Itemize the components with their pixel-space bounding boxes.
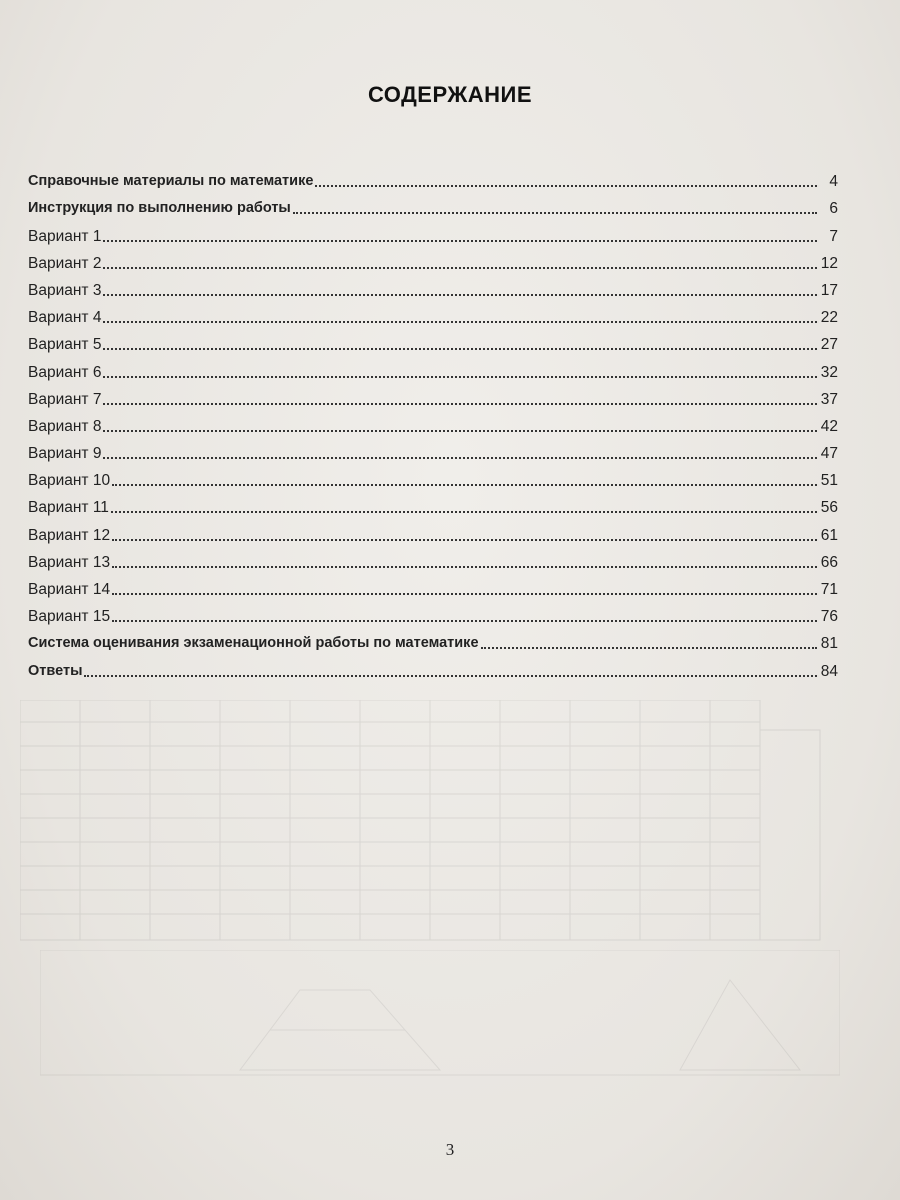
toc-entry	[28, 630, 838, 657]
toc-entry	[28, 494, 838, 521]
toc-entry-page: 32	[820, 363, 838, 381]
toc-entry-page: 6	[829, 200, 838, 218]
toc-entry-page: 56	[820, 499, 838, 517]
reverse-page-geometry-bleed	[40, 950, 840, 1080]
toc-leader-dots	[103, 267, 817, 269]
toc-entry-page: 81	[820, 635, 838, 653]
toc-entry-label: Вариант 6	[28, 363, 102, 381]
toc-leader-dots	[103, 294, 817, 296]
toc-leader-dots	[112, 593, 817, 595]
toc-entry	[28, 657, 838, 684]
toc-entry	[28, 549, 838, 576]
toc-entry-label: Вариант 1	[28, 227, 102, 245]
toc-entry	[28, 222, 838, 249]
toc-entry-label: Вариант 4	[28, 309, 102, 327]
toc-entry-page: 27	[820, 336, 838, 354]
toc-entry-page: 61	[820, 526, 838, 544]
toc-leader-dots	[103, 240, 817, 242]
page-title: СОДЕРЖАНИЕ	[367, 82, 533, 107]
toc-entry-label: Вариант 5	[28, 336, 102, 354]
toc-entry-label: Вариант 10	[28, 472, 111, 490]
table-of-contents	[28, 168, 838, 685]
toc-entry-page: 7	[829, 227, 838, 245]
toc-entry	[28, 440, 838, 467]
toc-entry	[28, 521, 838, 548]
toc-entry-page: 47	[820, 445, 838, 463]
toc-entry-page: 4	[829, 173, 838, 191]
toc-leader-dots	[103, 430, 817, 432]
toc-leader-dots	[111, 511, 817, 513]
toc-entry-label: Вариант 15	[28, 608, 111, 626]
toc-entry	[28, 331, 838, 358]
toc-entry-page: 42	[820, 417, 838, 435]
toc-leader-dots	[103, 376, 817, 378]
toc-leader-dots	[103, 403, 817, 405]
toc-entry-label: Система оценивания экзаменационной работы по математике	[28, 635, 479, 652]
toc-entry-label: Вариант 3	[28, 281, 102, 299]
toc-entry-page: 71	[820, 581, 838, 598]
toc-leader-dots	[112, 484, 817, 486]
toc-entry-page: 22	[820, 309, 838, 327]
toc-leader-dots	[315, 185, 817, 187]
toc-entry-page: 66	[820, 553, 838, 571]
toc-entry-page: 37	[820, 390, 838, 408]
page-number: 3	[445, 1140, 455, 1159]
toc-entry-label: Вариант 8	[28, 417, 102, 435]
toc-leader-dots	[112, 539, 817, 541]
toc-entry	[28, 304, 838, 331]
toc-leader-dots	[103, 457, 817, 459]
toc-entry	[28, 386, 838, 413]
toc-entry-label: Ответы	[28, 662, 83, 679]
toc-entry-page: 84	[820, 662, 838, 680]
reverse-page-table-bleed	[20, 700, 880, 950]
toc-entry	[28, 413, 838, 440]
toc-entry	[28, 277, 838, 304]
toc-entry	[28, 603, 838, 630]
toc-entry	[28, 576, 838, 603]
toc-entry	[28, 467, 838, 494]
toc-leader-dots	[481, 647, 817, 649]
toc-entry	[28, 250, 838, 277]
toc-entry-label: Справочные материалы по математике	[28, 173, 314, 190]
toc-entry-label: Вариант 14	[28, 581, 111, 598]
toc-entry-page: 76	[820, 608, 838, 626]
toc-entry-page: 17	[820, 281, 838, 299]
toc-entry-page: 51	[820, 472, 838, 490]
toc-entry	[28, 195, 838, 222]
toc-entry-page: 12	[820, 254, 838, 272]
toc-entry-label: Вариант 7	[28, 390, 102, 408]
toc-entry-label: Вариант 11	[28, 499, 109, 517]
toc-entry-label: Вариант 9	[28, 445, 102, 463]
toc-entry-label: Вариант 13	[28, 553, 111, 571]
toc-leader-dots	[103, 348, 817, 350]
toc-entry-label: Инструкция по выполнению работы	[28, 200, 291, 217]
toc-leader-dots	[293, 212, 817, 214]
toc-leader-dots	[112, 566, 817, 568]
toc-entry	[28, 358, 838, 385]
toc-entry	[28, 168, 838, 195]
toc-leader-dots	[103, 321, 817, 323]
toc-leader-dots	[84, 675, 817, 677]
toc-entry-label: Вариант 12	[28, 526, 111, 544]
toc-entry-label: Вариант 2	[28, 254, 102, 272]
toc-leader-dots	[112, 620, 817, 622]
